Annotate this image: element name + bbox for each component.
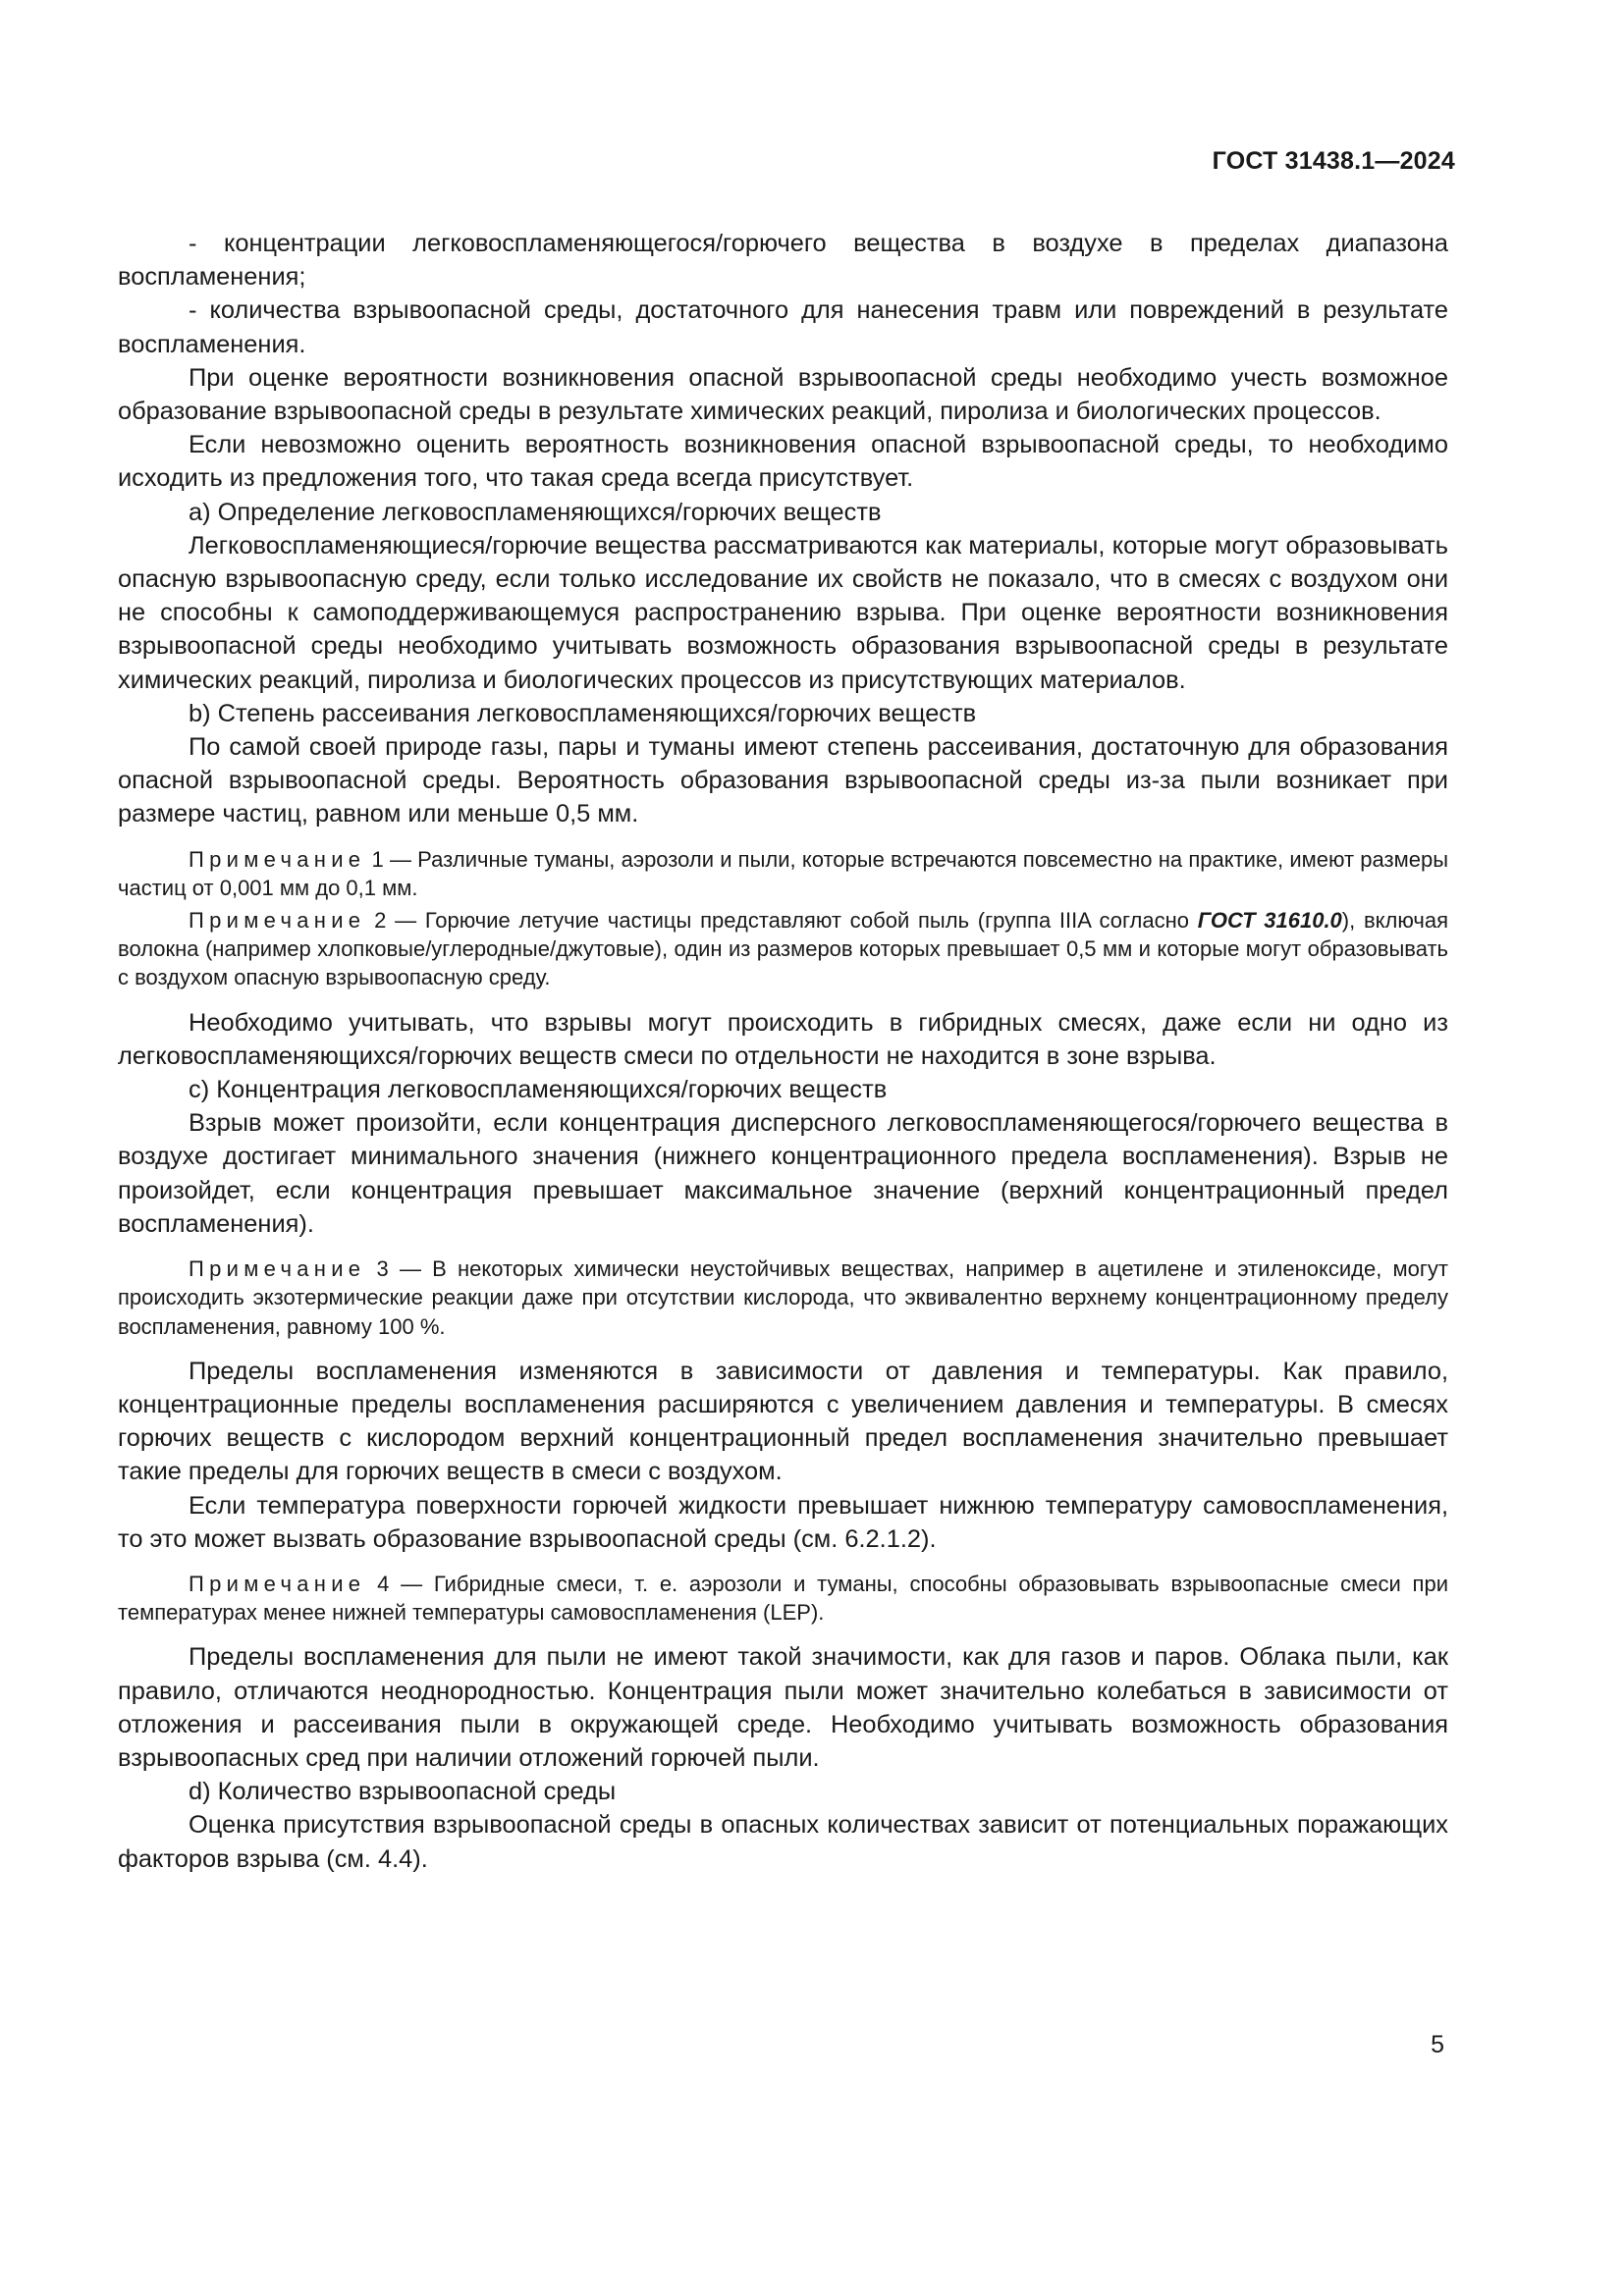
note-label: Примечание (189, 1571, 366, 1596)
note-text: 3 — В некоторых химически неустойчивых веществах, например в ацетилене и этиленоксиде, могут происходить экзотермические реакции даже при отсутствии кислорода, что эквивалентно верхнему концентрационному пределу воспламенения, равному 100 %. (118, 1256, 1448, 1339)
note-text: 1 — Различные туманы, аэрозоли и пыли, которые встречаются повсеместно на практике, имеют размеры частиц от 0,001 мм до 0,1 мм. (118, 846, 1448, 900)
subsection-heading-c: c) Концентрация легковоспламеняющихся/горючих веществ (189, 1076, 888, 1104)
standard-reference-link[interactable]: ГОСТ 31610.0 (1197, 908, 1342, 934)
note-3 (118, 1255, 1448, 1341)
notes-group (118, 1255, 1448, 1341)
paragraph: Пределы воспламенения изменяются в зависимости от давления и температуры. Как правило, концентрационные пределы воспламенения расширяются с увеличением давления и температуры. В смесях горючих веществ с кислородом верхний концентрационный предел воспламенения значительно превышает такие пределы для горючих веществ в смеси с воздухом. (118, 1357, 1448, 1486)
document-header-id: ГОСТ 31438.1—2024 (1212, 147, 1455, 175)
notes-group (118, 845, 1448, 992)
paragraph: Если невозможно оценить вероятность возникновения опасной взрывоопасной среды, то необходимо исходить из предложения того, что такая среда всегда присутствует. (118, 431, 1448, 493)
paragraph: Оценка присутствия взрывоопасной среды в опасных количествах зависит от потенциальных поражающих факторов взрыва (см. 4.4). (118, 1811, 1448, 1873)
paragraph: Необходимо учитывать, что взрывы могут происходить в гибридных смесях, даже если ни одно из легковоспламеняющихся/горючих веществ смеси по отдельности не находится в зоне взрыва. (118, 1008, 1448, 1070)
paragraph: - количества взрывоопасной среды, достаточного для нанесения травм или повреждений в результате воспламенения. (118, 296, 1448, 358)
note-label: Примечание (189, 846, 366, 872)
note-4 (118, 1570, 1448, 1627)
notes-group (118, 1570, 1448, 1627)
note-label: Примечание (189, 1256, 366, 1282)
note-text: 4 — Гибридные смеси, т. е. аэрозоли и туманы, способны образовывать взрывоопасные смеси при температурах менее нижней температуры самовоспламенения (LEP). (118, 1571, 1448, 1626)
subsection-heading-a: a) Определение легковоспламеняющихся/горючих веществ (189, 498, 882, 526)
note-1 (118, 845, 1448, 902)
document-body (118, 227, 1448, 1876)
paragraph: Легковоспламеняющиеся/горючие вещества рассматриваются как материалы, которые могут образовывать опасную взрывоопасную среду, если только исследование их свойств не показало, что в смесях с воздухом они не способны к самоподдерживающемуся распространению взрыва. При оценке вероятности возникновения взрывоопасной среды необходимо учитывать возможность образования взрывоопасной среды в результате химических реакций, пиролиза и биологических процессов из присутствующих материалов. (118, 531, 1448, 694)
paragraph: Взрыв может произойти, если концентрация дисперсного легковоспламеняющегося/горючего вещества в воздухе достигает минимального значения (нижнего концентрационного предела воспламенения). Взрыв не произойдет, если концентрация превышает максимальное значение (верхний концентрационный предел воспламенения). (118, 1109, 1448, 1238)
paragraph: Если температура поверхности горючей жидкости превышает нижнюю температуру самовоспламенения, то это может вызвать образование взрывоопасной среды (см. 6.2.1.2). (118, 1491, 1448, 1553)
note-label: Примечание (189, 908, 366, 934)
note-text-part: ), включая волокна (например хлопковые/углеродные/джутовые), один из размеров которых превышает 0,5 мм и которые могут образовывать с воздухом опасную взрывоопасную среду. (118, 908, 1449, 990)
page-number: 5 (1431, 2031, 1444, 2058)
subsection-heading-b: b) Степень рассеивания легковоспламеняющихся/горючих веществ (189, 699, 977, 727)
paragraph: По самой своей природе газы, пары и туманы имеют степень рассеивания, достаточную для образования опасной взрывоопасной среды. Вероятность образования взрывоопасной среды из-за пыли возникает при размере частиц, равном или меньше 0,5 мм. (118, 733, 1448, 828)
paragraph: При оценке вероятности возникновения опасной взрывоопасной среды необходимо учесть возможное образование взрывоопасной среды в результате химических реакций, пиролиза и биологических процессов. (118, 363, 1448, 426)
note-2 (118, 906, 1448, 992)
subsection-heading-d: d) Количество взрывоопасной среды (189, 1778, 617, 1806)
paragraph: - концентрации легковоспламеняющегося/горючего вещества в воздухе в пределах диапазона воспламенения; (118, 230, 1448, 292)
note-text-part: 2 — Горючие летучие частицы представляют собой пыль (группа IIIA согласно (365, 908, 1198, 934)
paragraph: Пределы воспламенения для пыли не имеют такой значимости, как для газов и паров. Облака пыли, как правило, отличаются неоднородностью. Концентрация пыли может значительно колебаться в зависимости от отложения и рассеивания пыли в окружающей среде. Необходимо учитывать возможность образования взрывоопасных сред при наличии отложений горючей пыли. (118, 1643, 1448, 1772)
